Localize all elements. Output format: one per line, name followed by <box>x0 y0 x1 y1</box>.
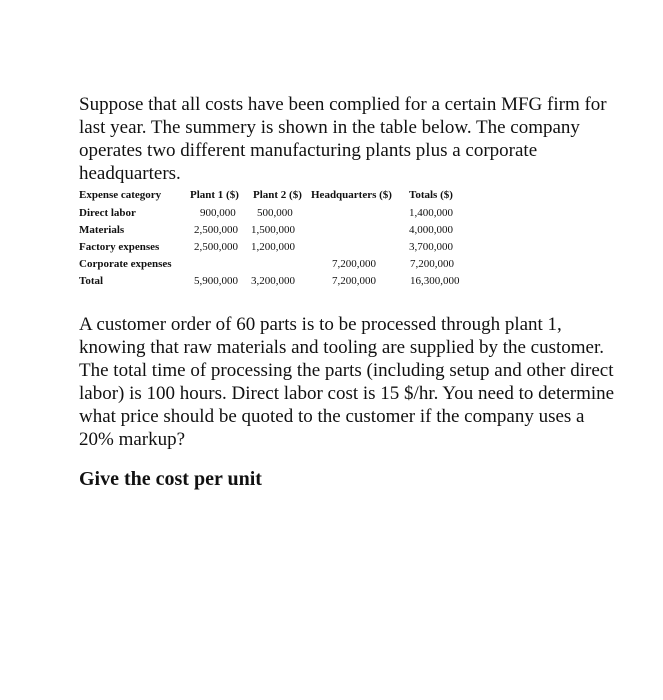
table-cell: 900,000 <box>200 207 236 219</box>
header-plant2: Plant 2 ($) <box>253 189 302 201</box>
table-cell: 7,200,000 <box>332 258 376 270</box>
table-cell: 4,000,000 <box>409 224 453 236</box>
table-cell: 7,200,000 <box>410 258 454 270</box>
table-cell: 3,200,000 <box>251 275 295 287</box>
table-cell: 5,900,000 <box>194 275 238 287</box>
table-cell: 7,200,000 <box>332 275 376 287</box>
table-cell: 1,400,000 <box>409 207 453 219</box>
problem-paragraph: A customer order of 60 parts is to be processed through plant 1, knowing that raw materials and tooling are supplied by the customer. The total time of processing the parts (including setup and other direct labor) is 100 hours. Direct labor cost is 15 $/hr. You need to determine what price should be quoted to the customer if the company uses a 20% markup? <box>79 314 615 450</box>
cost-summary-table <box>79 189 619 287</box>
question-heading: Give the cost per unit <box>79 468 262 490</box>
header-plant1: Plant 1 ($) <box>190 189 239 201</box>
table-cell: 1,200,000 <box>251 241 295 253</box>
table-cell: 2,500,000 <box>194 224 238 236</box>
header-totals: Totals ($) <box>409 189 453 201</box>
table-cell: 1,500,000 <box>251 224 295 236</box>
row-factory-expenses-label: Factory expenses <box>79 241 160 253</box>
header-expense-category: Expense category <box>79 189 162 201</box>
header-headquarters: Headquarters ($) <box>311 189 392 201</box>
table-cell: 3,700,000 <box>409 241 453 253</box>
table-cell: 16,300,000 <box>410 275 460 287</box>
row-total-label: Total <box>79 275 104 287</box>
intro-paragraph: Suppose that all costs have been complied for a certain MFG firm for last year. The summery is shown in the table below. The company operates two different manufacturing plants plus a corporate headquarters. <box>79 94 607 184</box>
document <box>79 93 619 490</box>
row-materials-label: Materials <box>79 224 125 236</box>
row-corporate-expenses-label: Corporate expenses <box>79 258 172 270</box>
row-direct-labor-label: Direct labor <box>79 207 136 219</box>
table-cell: 500,000 <box>257 207 293 219</box>
table-cell: 2,500,000 <box>194 241 238 253</box>
